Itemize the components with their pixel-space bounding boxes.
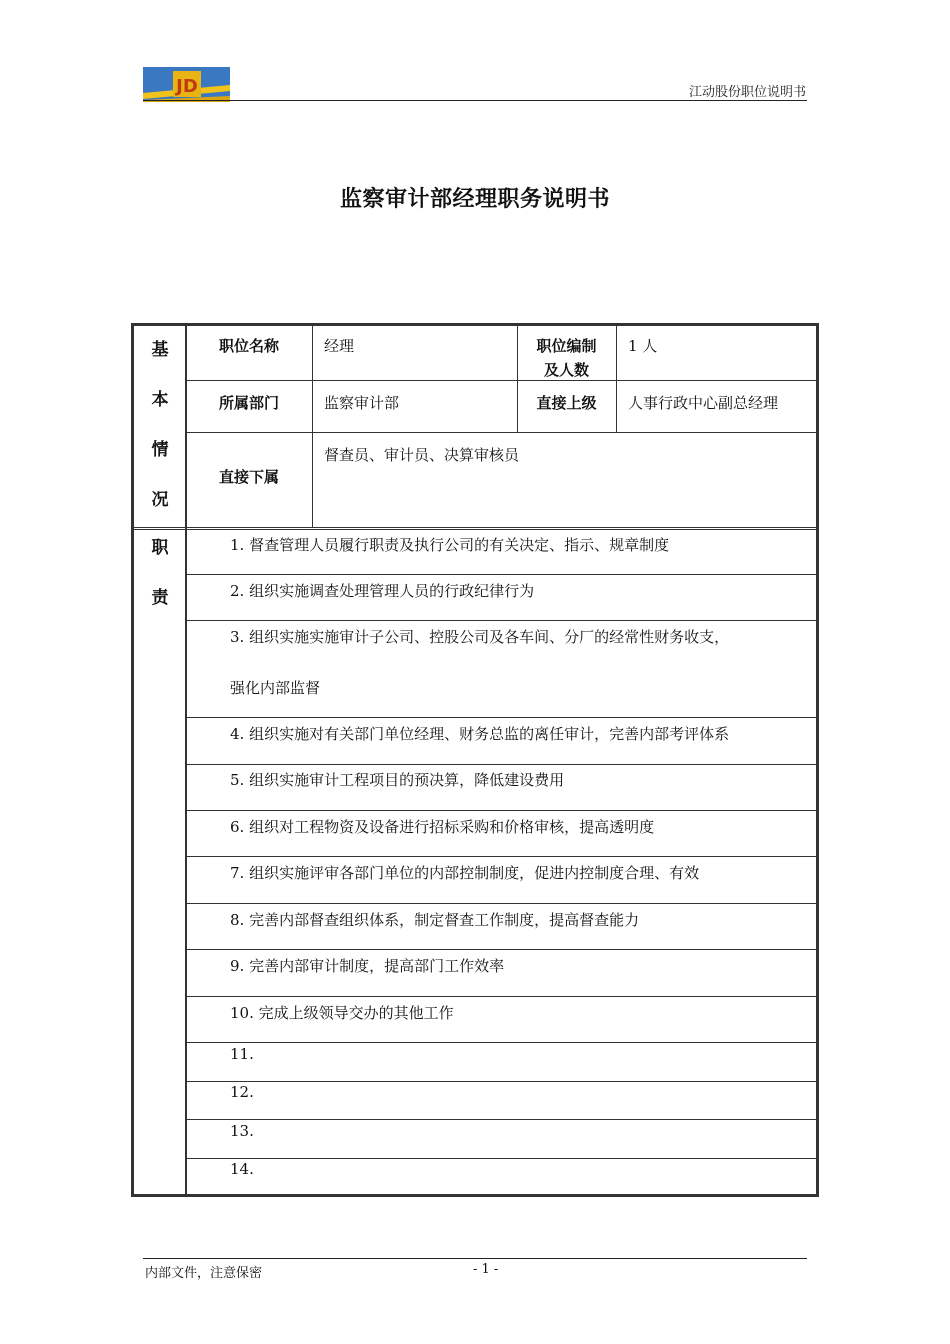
duty-item-empty: 13.	[230, 1122, 254, 1140]
grid-line	[186, 574, 816, 575]
subordinates-label: 直接下属	[218, 468, 279, 486]
grid-line	[186, 856, 816, 857]
duty-item: 10. 完成上级领导交办的其他工作	[230, 1004, 454, 1022]
headcount-label-line2: 及人数	[543, 361, 589, 379]
duty-item-empty: 12.	[230, 1083, 254, 1101]
grid-line	[186, 1042, 816, 1043]
grid-line	[134, 529, 816, 530]
duties-label-char: 职	[151, 538, 169, 558]
department-value: 监察审计部	[324, 394, 400, 412]
duty-item: 5. 组织实施审计工程项目的预决算，降低建设费用	[230, 771, 565, 789]
basic-info-label-char: 况	[151, 490, 169, 510]
duty-item: 2. 组织实施调查处理管理人员的行政纪律行为	[230, 582, 535, 600]
grid-line	[186, 764, 816, 765]
duty-item-empty: 11.	[230, 1045, 254, 1063]
duty-item: 7. 组织实施评审各部门单位的内部控制制度，促进内控制度合理、有效	[230, 864, 700, 882]
duty-item: 4. 组织实施对有关部门单位经理、财务总监的离任审计，完善内部考评体系	[230, 725, 730, 743]
superior-value: 人事行政中心副总经理	[628, 394, 779, 412]
job-description-table	[131, 323, 819, 1197]
grid-line	[186, 717, 816, 718]
duty-item: 3. 组织实施实施审计子公司、控股公司及各车间、分厂的经常性财务收支，	[230, 628, 730, 646]
grid-line	[186, 1081, 816, 1082]
header-divider	[143, 100, 807, 101]
document-title: 监察审计部经理职务说明书	[339, 187, 610, 212]
grid-line	[186, 903, 816, 904]
basic-info-label-char: 情	[151, 440, 169, 460]
header-company-title: 江动股份职位说明书	[688, 85, 806, 100]
basic-info-label-char: 本	[151, 390, 169, 410]
basic-info-label-char: 基	[151, 340, 169, 360]
position-name-value: 经理	[324, 337, 355, 355]
footer-confidential-note: 内部文件，注意保密	[145, 1266, 263, 1281]
duty-item: 6. 组织对工程物资及设备进行招标采购和价格审核，提高透明度	[230, 818, 655, 836]
company-logo	[143, 67, 230, 102]
logo-letters: JD	[176, 76, 198, 97]
duty-item-continuation: 强化内部监督	[230, 679, 321, 697]
duty-item-empty: 14.	[230, 1160, 254, 1178]
grid-line	[186, 432, 816, 433]
grid-line	[134, 527, 816, 528]
grid-line	[186, 326, 187, 1194]
subordinates-value: 督查员、审计员、决算审核员	[324, 446, 520, 464]
grid-line	[312, 326, 313, 527]
superior-label: 直接上级	[536, 394, 597, 412]
grid-line	[186, 949, 816, 950]
grid-line	[186, 1158, 816, 1159]
grid-line	[186, 996, 816, 997]
footer-divider	[143, 1258, 807, 1259]
duty-item: 8. 完善内部督查组织体系，制定督查工作制度，提高督查能力	[230, 911, 640, 929]
grid-line	[186, 380, 816, 381]
headcount-value: 1 人	[628, 337, 658, 355]
logo-graphic	[143, 67, 230, 102]
department-label: 所属部门	[218, 394, 279, 412]
grid-line	[186, 1119, 816, 1120]
headcount-label-line1: 职位编制	[536, 337, 597, 355]
duties-label-char: 责	[151, 588, 169, 608]
grid-line	[186, 620, 816, 621]
footer-page-number: - 1 -	[473, 1262, 499, 1277]
grid-line	[186, 810, 816, 811]
duty-item: 1. 督查管理人员履行职责及执行公司的有关决定、指示、规章制度	[230, 536, 670, 554]
duty-item: 9. 完善内部审计制度，提高部门工作效率	[230, 957, 505, 975]
position-name-label: 职位名称	[218, 337, 279, 355]
